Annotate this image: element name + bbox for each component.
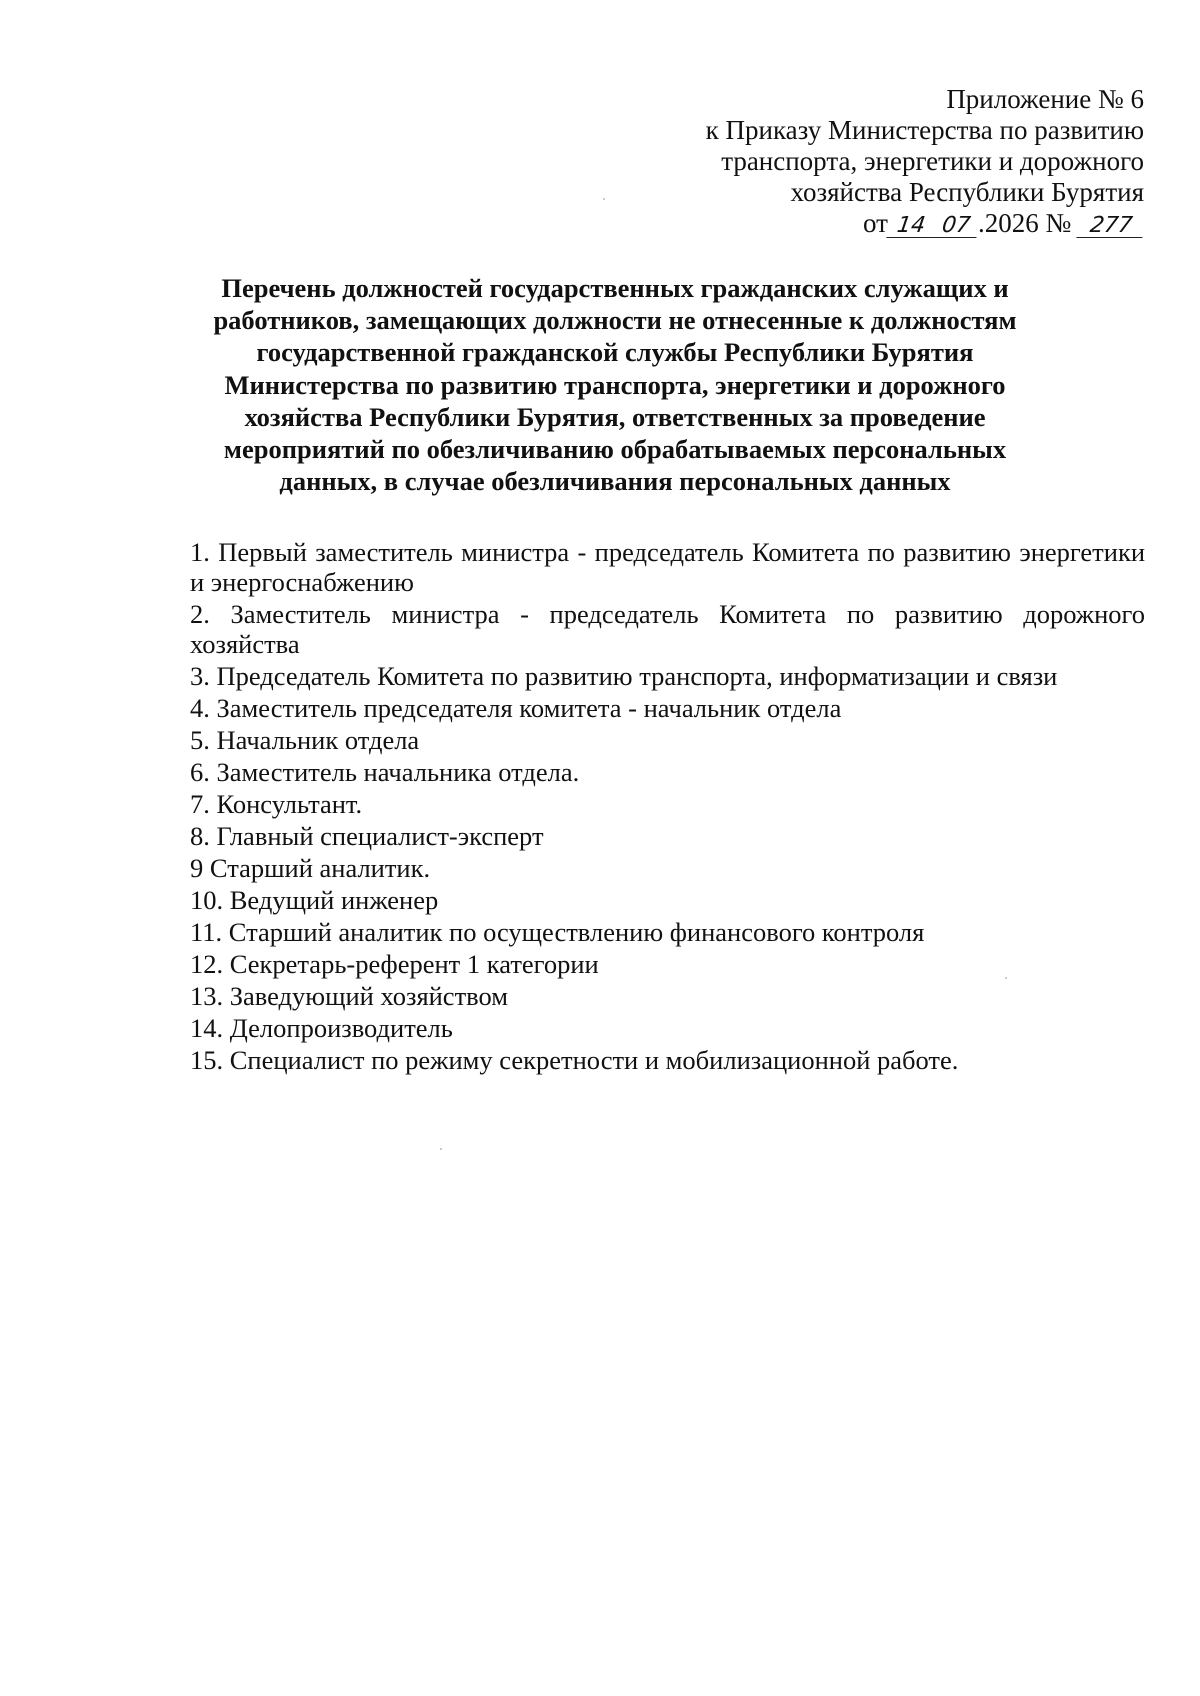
order-reference-line-2: транспорта, энергетики и дорожного bbox=[721, 146, 1144, 176]
title-line: хозяйства Республики Бурятия, ответственных за проведение bbox=[244, 401, 986, 432]
list-item: 5. Начальник отдела bbox=[190, 725, 420, 755]
title-line: Министерства по развитию транспорта, энергетики и дорожного bbox=[224, 369, 1006, 400]
title-line: государственной гражданской службы Республики Бурятия bbox=[256, 337, 974, 368]
order-reference-line-1: к Приказу Министерства по развитию bbox=[705, 115, 1144, 145]
list-item: 8. Главный специалист-эксперт bbox=[190, 821, 544, 851]
positions-list bbox=[190, 537, 1145, 1077]
list-item: 6. Заместитель начальника отдела. bbox=[190, 757, 580, 787]
title-line: мероприятий по обезличиванию обрабатываемых персональных bbox=[223, 434, 1007, 465]
list-item: 15. Специалист по режиму секретности и мобилизационной работе. bbox=[190, 1045, 959, 1075]
scan-speck bbox=[1005, 977, 1007, 979]
scan-speck bbox=[440, 1148, 442, 1150]
list-item: 3. Председатель Комитета по развитию транспорта, информатизации и связи bbox=[190, 661, 1058, 691]
handwritten-order-number: 277 bbox=[1076, 215, 1145, 238]
appendix-header bbox=[444, 84, 1144, 239]
order-reference-line-3: хозяйства Республики Бурятия bbox=[790, 177, 1144, 207]
list-item: 7. Консультант. bbox=[190, 789, 363, 819]
list-item: 1. Первый заместитель министра - председатель Комитета по развитию энергетики и энергоснабжению bbox=[190, 537, 1145, 597]
date-year-and-number-sign: .2026 № bbox=[977, 208, 1072, 238]
order-date-line bbox=[444, 208, 1144, 239]
title-line: данных, в случае обезличивания персональных данных bbox=[279, 466, 951, 497]
title-line: Перечень должностей государственных гражданских служащих и bbox=[221, 273, 1009, 303]
date-prefix: от bbox=[863, 208, 888, 238]
title-line: работников, замещающих должности не отнесенные к должностям bbox=[213, 305, 1017, 336]
list-item: 12. Секретарь-референт 1 категории bbox=[190, 949, 599, 979]
handwritten-month: 07 bbox=[932, 215, 979, 238]
list-item: 2. Заместитель министра - председатель Комитета по развитию дорожного хозяйства bbox=[190, 599, 1145, 659]
list-item: 10. Ведущий инженер bbox=[190, 885, 439, 915]
list-item: 4. Заместитель председателя комитета - начальник отдела bbox=[190, 693, 842, 723]
handwritten-day: 14 bbox=[886, 215, 935, 238]
list-item: 14. Делопроизводитель bbox=[190, 1013, 453, 1043]
list-item: 9 Старший аналитик. bbox=[190, 853, 431, 883]
list-item: 13. Заведующий хозяйством bbox=[190, 981, 508, 1011]
scan-speck bbox=[603, 198, 605, 200]
appendix-number: Приложение № 6 bbox=[946, 84, 1144, 114]
document-title bbox=[190, 272, 1040, 497]
list-item: 11. Старший аналитик по осуществлению финансового контроля bbox=[190, 917, 925, 947]
